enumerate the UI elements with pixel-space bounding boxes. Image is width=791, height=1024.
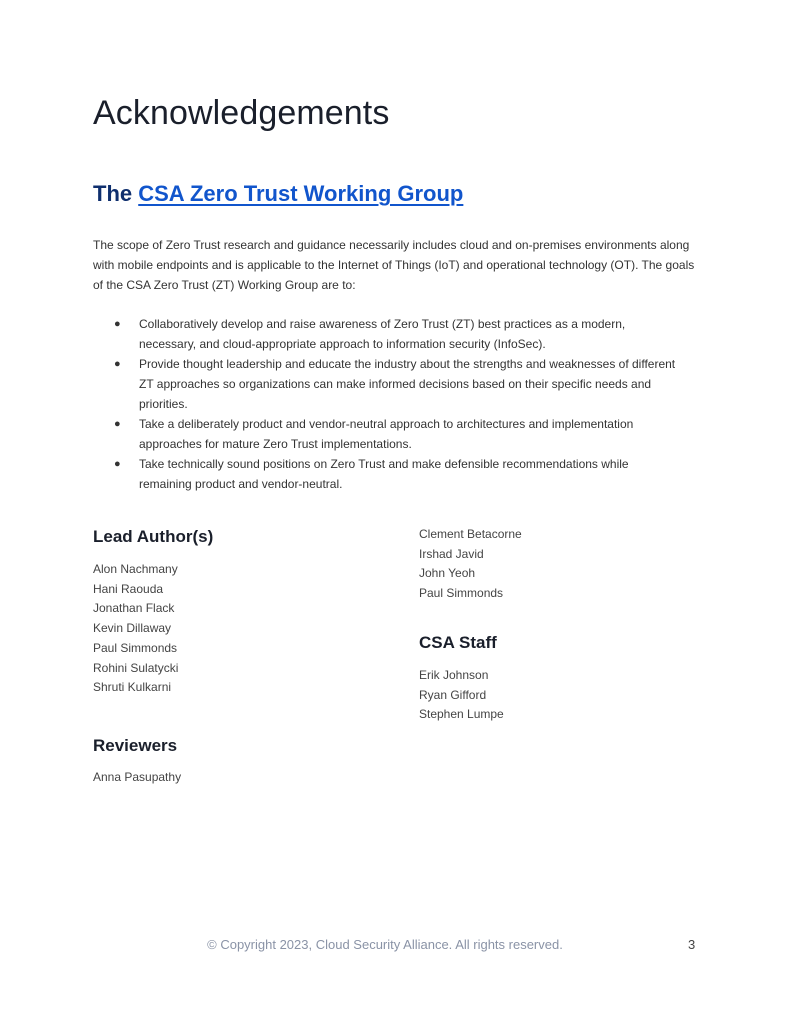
list-item: Rohini Sulatycki: [93, 660, 179, 675]
goal-text: Take technically sound positions on Zero Trust and make defensible recommendations while remaining product and vendor-neutral.: [139, 457, 629, 491]
working-group-prefix: The: [93, 181, 139, 206]
intro-paragraph: The scope of Zero Trust research and guidance necessarily includes cloud and on-premises environments along with mobile endpoints and is applicable to the Internet of Things (IoT) and operational technology (OT). The goals of the CSA Zero Trust (ZT) Working Group are to:: [93, 238, 695, 292]
bullet-icon: ●: [114, 318, 121, 330]
list-item: [93, 414, 703, 454]
reviewers-list: [93, 768, 181, 788]
list-item: Paul Simmonds: [419, 586, 504, 601]
list-item: Hani Raouda: [93, 581, 164, 596]
list-item: Paul Simmonds: [93, 640, 178, 655]
goal-text: Collaboratively develop and raise awareness of Zero Trust (ZT) best practices as a modern, necessary, and cloud-appropriate approach to information security (InfoSec).: [139, 317, 626, 351]
list-item: Irshad Javid: [419, 546, 484, 561]
list-item: Stephen Lumpe: [419, 707, 504, 722]
working-group-heading: [93, 181, 463, 207]
goal-text: Take a deliberately product and vendor-neutral approach to architectures and implementation approaches for mature Zero Trust implementations.: [139, 417, 634, 451]
list-item: [93, 314, 703, 354]
reviewers-heading: Reviewers: [93, 736, 178, 755]
reviewers-list-continued: [419, 525, 522, 604]
bullet-icon: ●: [114, 358, 121, 370]
list-item: Erik Johnson: [419, 668, 489, 682]
list-item: Ryan Gifford: [419, 687, 487, 702]
list-item: Kevin Dillaway: [93, 621, 172, 636]
page-title: Acknowledgements: [93, 94, 390, 132]
working-group-link[interactable]: CSA Zero Trust Working Group: [138, 181, 464, 206]
csa-staff-list: [419, 666, 504, 725]
list-item: Shruti Kulkarni: [93, 680, 172, 695]
page-number: 3: [688, 937, 696, 952]
list-item: Anna Pasupathy: [93, 770, 182, 784]
footer-copyright: © Copyright 2023, Cloud Security Alliance. All rights reserved.: [207, 937, 563, 952]
list-item: Clement Betacorne: [419, 527, 522, 541]
bullet-icon: ●: [114, 458, 121, 470]
list-item: Jonathan Flack: [93, 601, 175, 616]
list-item: Alon Nachmany: [93, 562, 178, 576]
lead-authors-heading: Lead Author(s): [93, 527, 214, 546]
goal-text: Provide thought leadership and educate the industry about the strengths and weaknesses of different ZT approaches so organizations can make informed decisions based on their specific needs and priorities.: [139, 357, 676, 411]
lead-authors-list: [93, 560, 178, 698]
csa-staff-heading: CSA Staff: [419, 633, 497, 652]
list-item: [93, 454, 703, 494]
list-item: [93, 354, 703, 414]
goals-list: [93, 314, 703, 494]
list-item: John Yeoh: [419, 566, 476, 581]
bullet-icon: ●: [114, 418, 121, 430]
